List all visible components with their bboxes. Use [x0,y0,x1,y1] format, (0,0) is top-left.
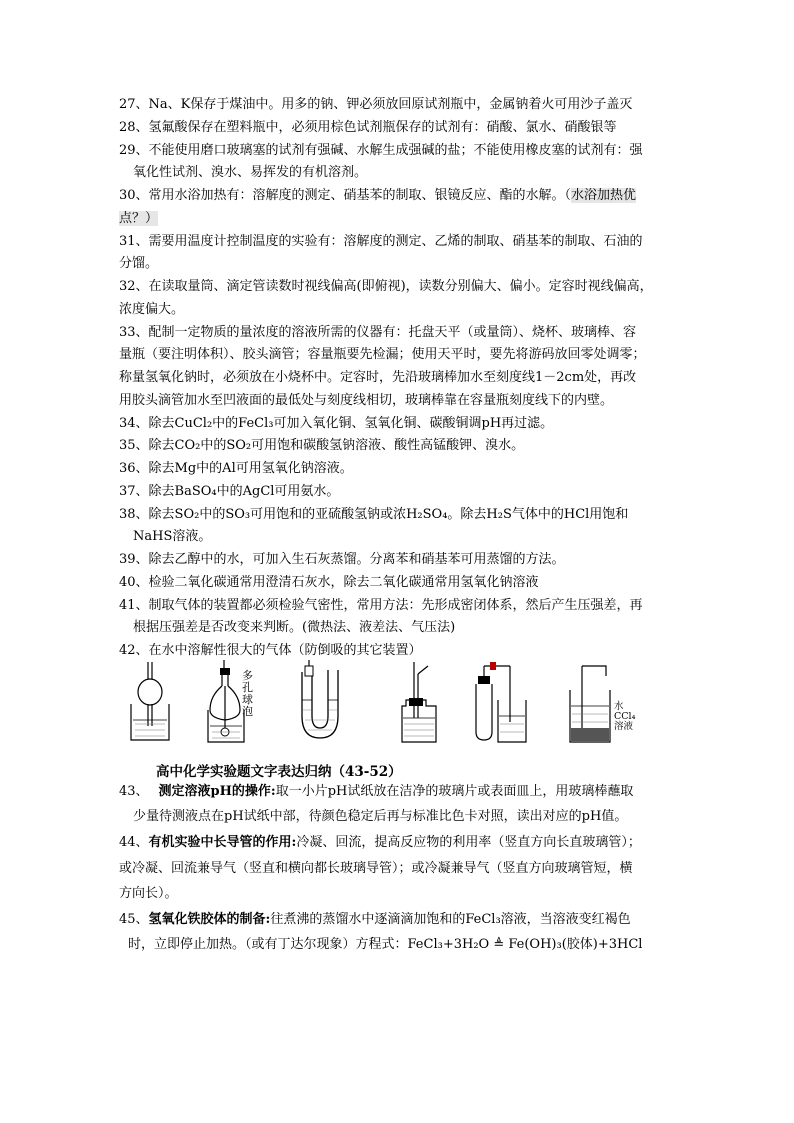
apparatus-u-tube [292,660,348,746]
item-44-cont-2: 方向长）。 [119,886,178,901]
apparatus-gas-bottle [392,660,448,746]
item-45-title: 氢氧化铁胶体的制备: [148,912,271,927]
item-31: 31、需要用温度计控制温度的实验有：溶解度的测定、乙烯的制取、硝基苯的制取、石油的 [119,234,643,249]
apparatus-inverted-funnel-bulb [125,660,177,746]
item-41: 41、制取气体的装置都必须检验气密性，常用方法：先形成密闭体系，然后产生压强差，再 [119,598,643,613]
item-44-text: 冷凝、回流，提高反应物的利用率（竖直方向长直玻璃管）； [296,835,641,850]
item-45 [119,912,631,928]
item-40: 40、检验二氧化碳通常用澄清石灰水，除去二氧化碳通常用氢氧化钠溶液 [119,575,539,590]
item-44-cont-1: 或冷凝、回流兼导气（竖直和横向都长玻璃导管）；或冷凝兼导气（竖直方向玻璃管短，横 [119,861,633,876]
porous-bulb-label-2: 孔 [242,681,253,694]
apparatus-test-tube-beaker [466,660,536,746]
item-45-text: 往煮沸的蒸馏水中逐滴滴加饱和的FeCl₃溶液，当溶液变红褐色 [270,912,631,927]
item-44-title: 有机实验中长导管的作用: [148,835,297,850]
item-28: 28、氢氟酸保存在塑料瓶中，必须用棕色试剂瓶保存的试剂有：硝酸、氯水、硝酸银等 [119,120,617,135]
item-45-cont: 时，立即停止加热。（或有丁达尔现象）方程式：FeCl₃+3H₂O ≜ Fe(OH)₃(胶体)+3HCl [128,937,643,952]
item-41-cont: 根据压强差是否改变来判断。(微热法、液差法、气压法) [133,620,456,635]
item-27: 27、Na、K保存于煤油中。用多的钠、钾必须放回原试剂瓶中，金属钠着火可用沙子盖灭 [119,97,633,112]
item-30 [119,188,636,204]
porous-bulb-label-4: 泡 [242,705,253,718]
item-33-cont-3: 用胶头滴管加水至凹液面的最低处与刻度线相切，玻璃棒靠在容量瓶刻度线下的内壁。 [119,393,614,408]
item-35: 35、除去CO₂中的SO₂可用饱和碳酸氢钠溶液、酸性高锰酸钾、溴水。 [119,438,525,453]
item-44 [119,835,641,851]
item-37: 37、除去BaSO₄中的AgCl可用氨水。 [119,484,340,499]
ccl4-labels [614,702,635,732]
item-32: 32、在读取量筒、滴定管读数时视线偏高(即俯视)，读数分别偏大、偏小。定容时视线偏高， [119,279,653,294]
item-43-text: 取一小片pH试纸放在洁净的玻璃片或表面皿上，用玻璃棒蘸取 [275,784,634,799]
item-38-cont: NaHS溶液。 [133,529,212,544]
item-43 [119,784,633,800]
porous-bulb-label-1: 多 [242,669,253,682]
item-33-cont-2: 称量氢氧化钠时，必须放在小烧杯中。定容时，先沿玻璃棒加水至刻度线1－2cm处，再改 [119,370,637,385]
item-43-title: 测定溶液pH的操作: [158,784,276,799]
item-39: 39、除去乙醇中的水，可加入生石灰蒸馏。分离苯和硝基苯可用蒸馏的方法。 [119,552,565,567]
item-30-cont [119,211,158,227]
item-30-highlight: 水浴加热优 [571,188,637,203]
section-heading: 高中化学实验题文字表达归纳（43-52） [156,764,402,780]
item-30-text: 30、常用水浴加热有：溶解度的测定、硝基苯的制取、银镜反应、酯的水解。（ [119,188,572,203]
item-32-cont: 浓度偏大。 [119,302,185,317]
item-44-number: 44、 [119,835,149,850]
item-30-highlight-cont: 点？） [119,211,159,226]
ccl4-label: CCl₄ [614,711,636,722]
item-29: 29、不能使用磨口玻璃塞的试剂有强碱、水解生成强碱的盐；不能使用橡皮塞的试剂有：强 [119,143,643,158]
item-31-cont: 分馏。 [119,256,159,271]
solution-label: 溶液 [614,721,634,732]
item-36: 36、除去Mg中的Al可用氢氧化钠溶液。 [119,461,353,476]
item-38: 38、除去SO₂中的SO₃可用饱和的亚硫酸氢钠或浓H₂SO₄。除去H₂S气体中的HCl用饱和 [119,507,629,522]
item-42: 42、在水中溶解性很大的气体（防倒吸的其它装置） [119,643,422,658]
water-label: 水 [614,701,624,712]
item-33-cont-1: 量瓶（要注明体积）、胶头滴管；容量瓶要先检漏；使用天平时，要先将游码放回零处调零； [119,347,646,362]
item-34: 34、除去CuCl₂中的FeCl₃可加入氧化铜、氢氧化铜、碳酸铜调pH再过滤。 [119,416,554,431]
item-33: 33、配制一定物质的量浓度的溶液所需的仪器有：托盘天平（或量筒）、烧杯、玻璃棒、容 [119,325,637,340]
porous-bulb-label [242,670,253,718]
porous-bulb-label-3: 球 [242,693,253,706]
item-43-cont: 少量待测液点在pH试纸中部，待颜色稳定后再与标准比色卡对照，读出对应的pH值。 [133,809,628,824]
item-43-number: 43、 [119,784,149,799]
item-45-number: 45、 [119,912,149,927]
apparatus-ccl4-beaker [566,660,616,746]
item-29-cont: 氧化性试剂、溴水、易挥发的有机溶剂。 [133,165,368,180]
